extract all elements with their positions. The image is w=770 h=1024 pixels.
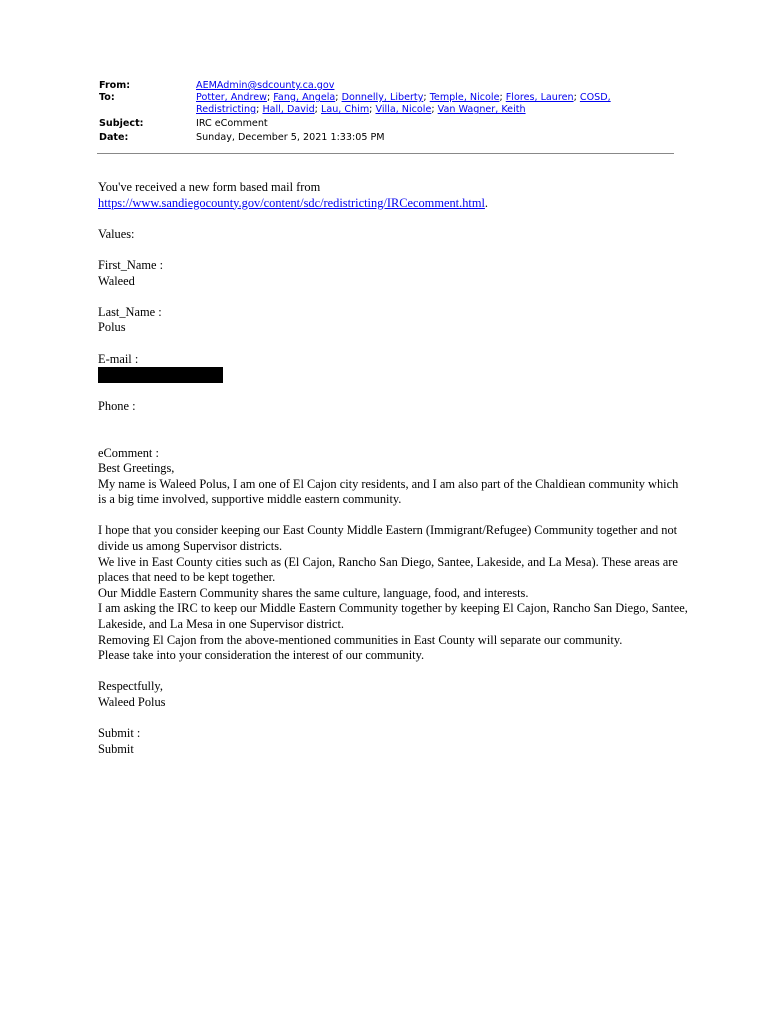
recipient-link[interactable]: Van Wagner, Keith: [437, 104, 526, 115]
subject-value: IRC eComment: [196, 118, 268, 129]
values-label: Values:: [98, 226, 135, 241]
recipient-separator: ;: [499, 92, 506, 103]
date-label: Date:: [99, 132, 129, 143]
comment-line: We live in East County cities such as (El Cajon, Rancho San Diego, Santee, Lakeside, and La Mesa). These areas are places that need to be kept together.: [98, 554, 678, 585]
recipient-link[interactable]: Hall, David: [262, 104, 315, 115]
recipient-link[interactable]: Donnelly, Liberty: [341, 92, 424, 103]
comment-line: Please take into your consideration the interest of our community.: [98, 648, 425, 663]
ecomment-label: eComment :: [98, 445, 159, 460]
comment-line: I am asking the IRC to keep our Middle Eastern Community together by keeping El Cajon, Rancho San Diego, Santee, Lakeside, and La Mesa in one Supervisor district.: [98, 601, 688, 632]
intro-text: You've received a new form based mail from: [98, 180, 321, 194]
from-address-link[interactable]: AEMAdmin@sdcounty.ca.gov: [196, 80, 335, 91]
comment-line: Removing El Cajon from the above-mentioned communities in East County will separate our community.: [98, 632, 623, 647]
recipient-separator: ;: [573, 92, 580, 103]
source-url-link[interactable]: https://www.sandiegocounty.gov/content/sdc/redistricting/IRCecomment.html: [98, 195, 485, 210]
email-label: E-mail :: [98, 351, 139, 366]
from-label: From:: [99, 80, 131, 91]
recipient-separator: ;: [314, 104, 321, 115]
subject-label: Subject:: [99, 118, 144, 129]
email-body: [98, 180, 688, 757]
url-suffix: .: [484, 195, 489, 210]
intro-paragraph: My name is Waleed Polus, I am one of El Cajon city residents, and I am also part of the Chaldiean community which is a big time involved, supportive middle eastern community.: [98, 476, 679, 507]
recipient-list: [196, 92, 674, 116]
recipient-link[interactable]: COSD, Redistricting: [196, 92, 611, 115]
comment-paragraph: [98, 523, 688, 663]
signature-text: Waleed Polus: [98, 695, 166, 709]
to-row: [99, 92, 674, 116]
date-row: [99, 132, 674, 144]
recipient-link[interactable]: Potter, Andrew: [196, 92, 267, 103]
comment-line: Our Middle Eastern Community shares the same culture, language, food, and interests.: [98, 585, 529, 600]
recipient-link[interactable]: Temple, Nicole: [429, 92, 500, 103]
date-value: Sunday, December 5, 2021 1:33:05 PM: [196, 132, 385, 143]
recipient-separator: ;: [423, 92, 430, 103]
from-row: [99, 80, 674, 92]
first-name-value: Waleed: [98, 273, 135, 288]
last-name-value: Polus: [98, 320, 126, 335]
to-label: To:: [99, 92, 115, 103]
recipient-link[interactable]: Fang, Angela: [273, 92, 336, 103]
header-divider: [97, 153, 674, 154]
submit-label: Submit :: [98, 726, 141, 741]
recipient-link[interactable]: Lau, Chim: [320, 104, 370, 115]
recipient-separator: ;: [369, 104, 376, 115]
recipient-link[interactable]: Flores, Lauren: [505, 92, 574, 103]
redacted-email-block: [98, 367, 223, 383]
last-name-label: Last_Name :: [98, 304, 162, 319]
submit-value: Submit: [98, 741, 134, 756]
recipient-separator: ;: [335, 92, 342, 103]
subject-row: [99, 118, 674, 130]
recipient-link[interactable]: Villa, Nicole: [375, 104, 432, 115]
source-url-line: [98, 196, 688, 212]
closing-text: Respectfully,: [98, 679, 163, 694]
phone-label: Phone :: [98, 398, 136, 413]
recipient-separator: ;: [267, 92, 274, 103]
comment-line: I hope that you consider keeping our East County Middle Eastern (Immigrant/Refugee) Community together and not divide us among Supervisor districts.: [98, 523, 678, 554]
greeting-text: Best Greetings,: [98, 461, 175, 476]
first-name-label: First_Name :: [98, 257, 164, 272]
recipient-separator: ;: [431, 104, 438, 115]
recipient-separator: ;: [256, 104, 263, 115]
email-header: [99, 80, 674, 144]
